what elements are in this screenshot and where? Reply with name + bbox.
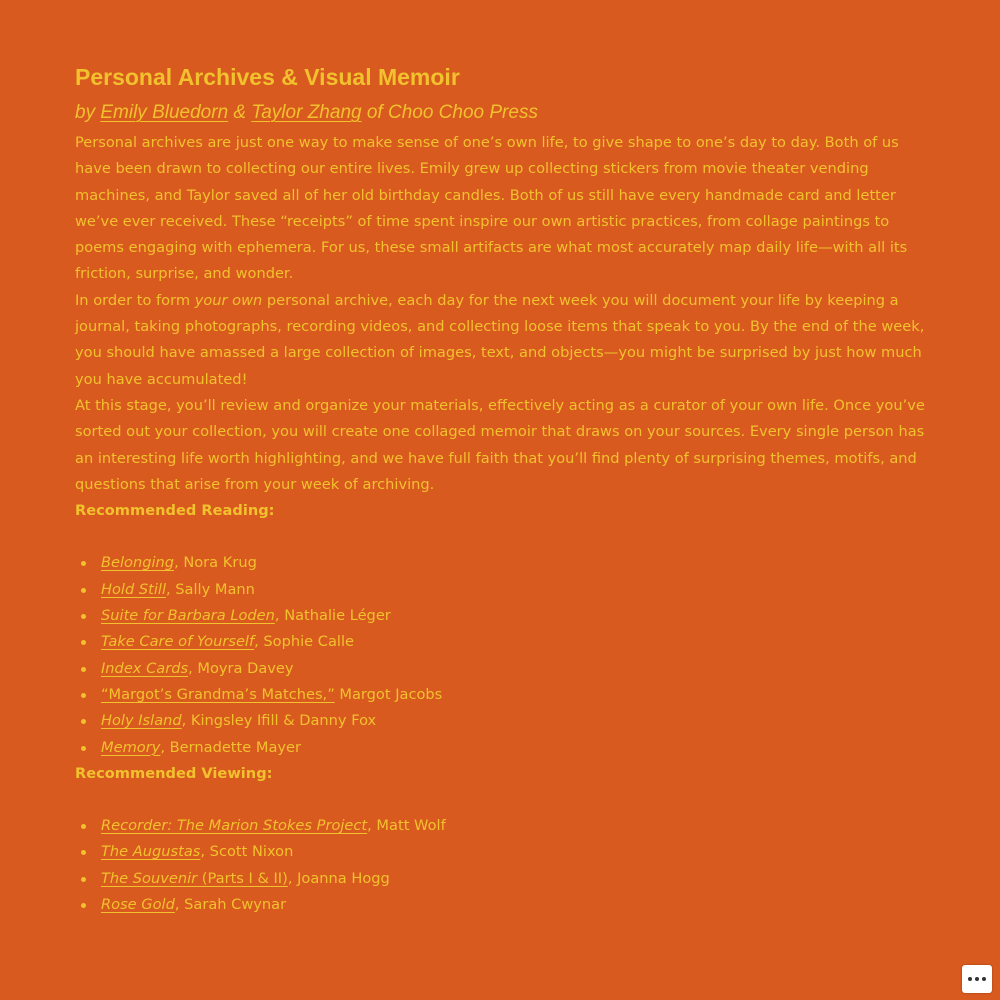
recommended-reading-list	[75, 550, 935, 760]
reading-list-item	[101, 629, 935, 655]
reading-list-item	[101, 708, 935, 734]
reading-author: , Kingsley Ifill & Danny Fox	[181, 712, 377, 730]
viewing-title: The Souvenir	[101, 869, 198, 887]
reading-author: , Nathalie Léger	[274, 607, 391, 625]
page-title: Personal Archives & Visual Memoir	[75, 64, 460, 90]
viewing-title-link-group[interactable]	[101, 870, 288, 887]
recommended-viewing-list	[75, 813, 935, 918]
byline-suffix: of Choo Choo Press	[361, 102, 538, 123]
paragraph-curation: At this stage, you’ll review and organize your materials, effectively acting as a curator of your own life. Once you’ve sorted out your collection, you will create one collaged memoir that draws on your sources. Every single person has an interesting life worth highlighting, and we have full faith that you’ll find plenty of surprising themes, motifs, and questions that arise from your week of archiving.	[75, 396, 925, 493]
reading-author: , Nora Krug	[174, 554, 257, 572]
reading-list-item	[101, 603, 935, 629]
reading-title-link[interactable]: Memory	[101, 738, 161, 756]
byline-ampersand: &	[228, 102, 252, 123]
viewing-director: , Scott Nixon	[200, 843, 294, 861]
viewing-director: , Sarah Cwynar	[174, 896, 287, 914]
reading-title-link[interactable]: Holy Island	[101, 712, 182, 730]
recommended-reading-heading: Recommended Reading:	[75, 502, 275, 520]
paragraph-instructions	[75, 288, 935, 393]
viewing-list-item	[101, 866, 935, 892]
viewing-title-extra: (Parts I & II)	[197, 869, 288, 887]
ellipsis-icon	[982, 977, 986, 981]
reading-title-link[interactable]: “Margot’s Grandma’s Matches,”	[101, 685, 335, 703]
reading-author: , Bernadette Mayer	[160, 738, 302, 756]
reading-author: , Sally Mann	[166, 580, 255, 598]
paragraph-intro: Personal archives are just one way to make sense of one’s own life, to give shape to one’s day to day. Both of us have been drawn to collecting our entire lives. Emily grew up collecting stickers from movie theater vending machines, and Taylor saved all of her old birthday candles. Both of us still have every handmade card and letter we’ve ever received. These “receipts” of time spent inspire our own artistic practices, from collage paintings to poems engaging with ephemera. For us, these small artifacts are what most accurately map daily life—with all its friction, surprise, and wonder.	[75, 134, 908, 283]
viewing-director: , Joanna Hogg	[287, 869, 390, 887]
viewing-list-item	[101, 813, 935, 839]
viewing-title-link[interactable]: The Augustas	[101, 843, 201, 861]
reading-title-link[interactable]: Belonging	[101, 554, 175, 572]
viewing-title-link[interactable]: Rose Gold	[101, 896, 175, 914]
reading-list-item	[101, 682, 935, 708]
byline	[75, 96, 935, 130]
byline-prefix: by	[75, 102, 101, 123]
recommended-viewing-heading: Recommended Viewing:	[75, 764, 273, 782]
author-link-taylor-zhang[interactable]: Taylor Zhang	[251, 102, 362, 123]
viewing-title-link[interactable]: Recorder: The Marion Stokes Project	[101, 817, 368, 835]
ellipsis-icon	[975, 977, 979, 981]
viewing-list-item	[101, 839, 935, 865]
article-body	[75, 130, 935, 918]
article	[75, 60, 935, 918]
ellipsis-icon	[968, 977, 972, 981]
reading-list-item	[101, 550, 935, 576]
reading-list-item	[101, 656, 935, 682]
reading-list-item	[101, 577, 935, 603]
reading-title-link[interactable]: Take Care of Yourself	[101, 633, 255, 651]
viewing-director: , Matt Wolf	[367, 817, 446, 835]
reading-author: , Moyra Davey	[188, 659, 294, 677]
reading-title-link[interactable]: Index Cards	[101, 659, 189, 677]
paragraph-instructions-end: personal archive, each day for the next week you will document your life by keeping a journal, taking photographs, recording videos, and collecting loose items that speak to you. By the end of the week, you should have amassed a large collection of images, text, and objects—you might be surprised by just how much you have accumulated!	[75, 291, 925, 388]
reading-title-link[interactable]: Suite for Barbara Loden	[101, 607, 275, 625]
reading-author: , Sophie Calle	[254, 633, 355, 651]
reading-title-link[interactable]: Hold Still	[101, 580, 167, 598]
reading-author: Margot Jacobs	[334, 685, 443, 703]
more-options-button[interactable]	[962, 965, 992, 993]
author-link-emily-bluedorn[interactable]: Emily Bluedorn	[100, 102, 229, 123]
paragraph-instructions-emphasis: your own	[194, 291, 263, 309]
viewing-list-item	[101, 892, 935, 918]
paragraph-instructions-start: In order to form	[75, 291, 195, 309]
reading-list-item	[101, 735, 935, 761]
